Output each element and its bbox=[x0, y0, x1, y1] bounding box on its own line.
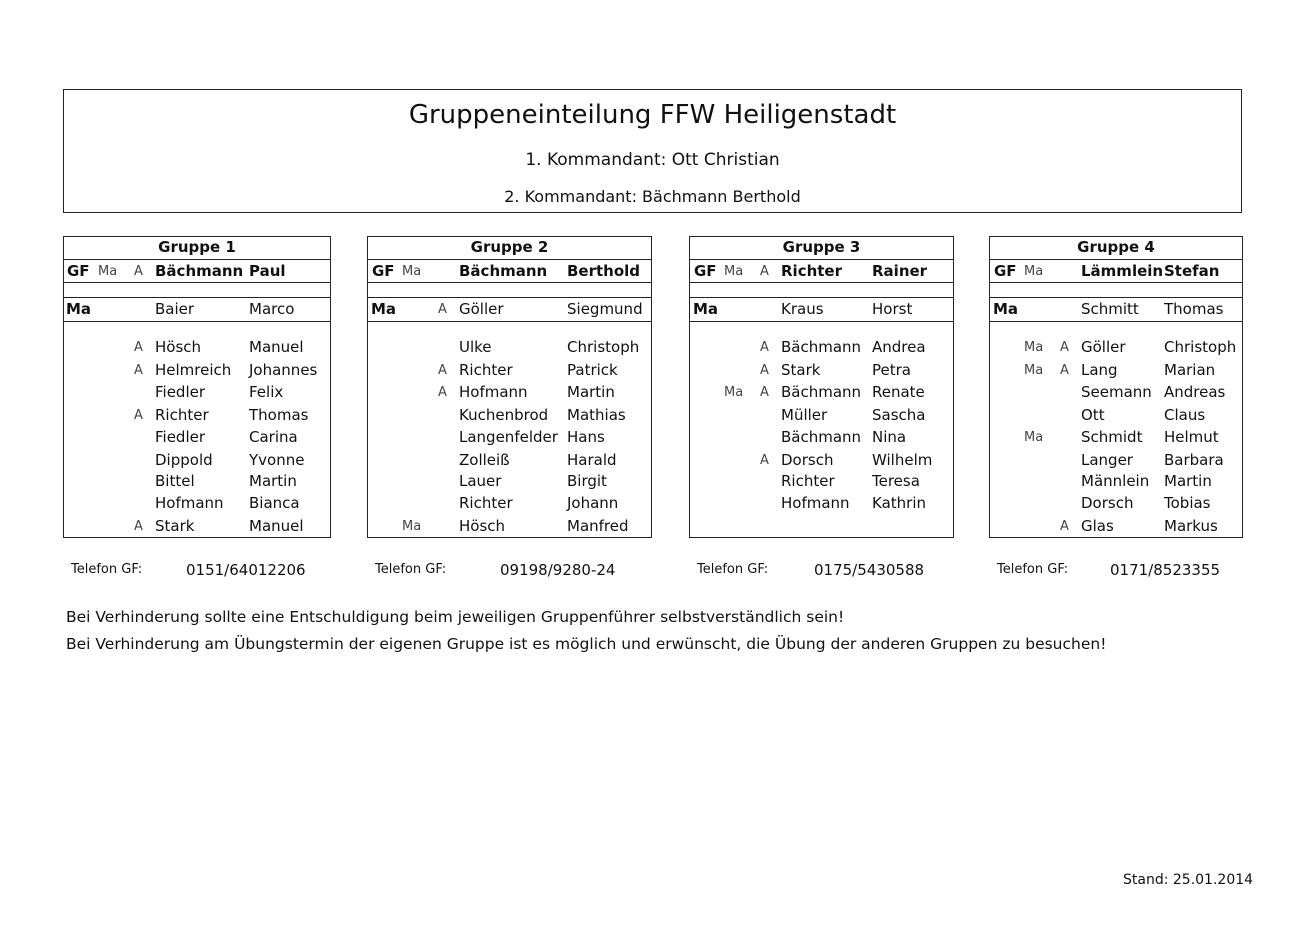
member-first-name: Harald bbox=[567, 451, 617, 469]
table-divider bbox=[64, 321, 330, 322]
member-last-name: Dorsch bbox=[1081, 494, 1134, 512]
member-first-name: Helmut bbox=[1164, 428, 1219, 446]
member-a: A bbox=[134, 340, 143, 355]
member-last-name: Hösch bbox=[155, 338, 202, 356]
group-1-table bbox=[63, 236, 331, 538]
member-last-name: Zolleiß bbox=[459, 451, 510, 469]
kommandant-1: 1. Kommandant: Ott Christian bbox=[525, 150, 780, 170]
member-last-name: Ott bbox=[1081, 406, 1105, 424]
phone-label: Telefon GF: bbox=[71, 562, 143, 577]
member-last-name: Göller bbox=[1081, 338, 1126, 356]
gf-role: GF bbox=[67, 262, 90, 280]
table-divider bbox=[368, 259, 651, 260]
member-last-name: Glas bbox=[1081, 517, 1114, 535]
member-first-name: Hans bbox=[567, 428, 605, 446]
member-ma: Ma bbox=[1024, 340, 1044, 355]
member-a: A bbox=[1060, 340, 1069, 355]
phone-number: 09198/9280-24 bbox=[500, 561, 616, 579]
member-ma: Ma bbox=[402, 519, 422, 534]
member-last-name: Schmidt bbox=[1081, 428, 1143, 446]
phone-label: Telefon GF: bbox=[697, 562, 769, 577]
stand-date: Stand: 25.01.2014 bbox=[1123, 872, 1254, 888]
member-last-name: Ulke bbox=[459, 338, 492, 356]
member-first-name: Andrea bbox=[872, 338, 926, 356]
member-first-name: Johann bbox=[567, 494, 619, 512]
deputy-first-name: Thomas bbox=[1164, 300, 1224, 318]
phone-label: Telefon GF: bbox=[997, 562, 1069, 577]
deputy-first-name: Horst bbox=[872, 300, 913, 318]
member-last-name: Lang bbox=[1081, 361, 1118, 379]
header-box bbox=[63, 89, 1242, 213]
table-divider bbox=[368, 282, 651, 283]
member-last-name: Seemann bbox=[1081, 383, 1152, 401]
member-ma: Ma bbox=[1024, 363, 1044, 378]
member-first-name: Markus bbox=[1164, 517, 1218, 535]
deputy-first-name: Siegmund bbox=[567, 300, 643, 318]
member-last-name: Müller bbox=[781, 406, 828, 424]
member-last-name: Stark bbox=[155, 517, 195, 535]
gf-ma: Ma bbox=[1024, 264, 1044, 279]
gf-last-name: Lämmlein bbox=[1081, 262, 1164, 280]
member-last-name: Richter bbox=[155, 406, 209, 424]
table-divider bbox=[690, 321, 953, 322]
gf-role: GF bbox=[372, 262, 395, 280]
member-first-name: Manuel bbox=[249, 338, 304, 356]
group-2-table bbox=[367, 236, 652, 538]
gf-ma: Ma bbox=[98, 264, 118, 279]
table-divider bbox=[368, 321, 651, 322]
member-first-name: Patrick bbox=[567, 361, 618, 379]
member-a: A bbox=[760, 385, 769, 400]
member-first-name: Martin bbox=[567, 383, 615, 401]
member-first-name: Yvonne bbox=[249, 451, 305, 469]
phone-number: 0151/64012206 bbox=[186, 561, 306, 579]
gf-first-name: Rainer bbox=[872, 262, 928, 280]
member-first-name: Johannes bbox=[249, 361, 318, 379]
member-last-name: Richter bbox=[459, 361, 513, 379]
table-divider bbox=[690, 282, 953, 283]
member-last-name: Hofmann bbox=[155, 494, 224, 512]
table-divider bbox=[990, 321, 1242, 322]
group-title: Gruppe 1 bbox=[158, 238, 236, 256]
member-first-name: Tobias bbox=[1164, 494, 1211, 512]
member-first-name: Marian bbox=[1164, 361, 1216, 379]
member-last-name: Fiedler bbox=[155, 383, 206, 401]
table-divider bbox=[990, 297, 1242, 298]
member-ma: Ma bbox=[1024, 430, 1044, 445]
member-first-name: Manfred bbox=[567, 517, 629, 535]
deputy-last-name: Kraus bbox=[781, 300, 824, 318]
member-last-name: Langenfelder bbox=[459, 428, 558, 446]
member-last-name: Hofmann bbox=[781, 494, 850, 512]
kommandant-2: 2. Kommandant: Bächmann Berthold bbox=[504, 187, 801, 206]
group-3-table bbox=[689, 236, 954, 538]
gf-last-name: Richter bbox=[781, 262, 843, 280]
member-first-name: Kathrin bbox=[872, 494, 926, 512]
group-title: Gruppe 2 bbox=[470, 238, 549, 256]
deputy-a: A bbox=[438, 302, 447, 317]
member-last-name: Kuchenbrod bbox=[459, 406, 549, 424]
member-first-name: Mathias bbox=[567, 406, 626, 424]
gf-first-name: Stefan bbox=[1164, 262, 1220, 280]
member-ma: Ma bbox=[724, 385, 744, 400]
member-a: A bbox=[134, 408, 143, 423]
page-title: Gruppeneinteilung FFW Heiligenstadt bbox=[408, 100, 897, 130]
member-a: A bbox=[1060, 519, 1069, 534]
deputy-last-name: Schmitt bbox=[1081, 300, 1139, 318]
member-first-name: Thomas bbox=[249, 406, 309, 424]
table-divider bbox=[64, 259, 330, 260]
member-first-name: Felix bbox=[249, 383, 284, 401]
member-first-name: Manuel bbox=[249, 517, 304, 535]
deputy-role: Ma bbox=[993, 300, 1019, 318]
gf-last-name: Bächmann bbox=[155, 262, 244, 280]
member-last-name: Fiedler bbox=[155, 428, 206, 446]
member-first-name: Wilhelm bbox=[872, 451, 933, 469]
gf-ma: Ma bbox=[402, 264, 422, 279]
member-last-name: Hösch bbox=[459, 517, 506, 535]
member-first-name: Bianca bbox=[249, 494, 300, 512]
member-first-name: Birgit bbox=[567, 472, 607, 490]
gf-role: GF bbox=[694, 262, 717, 280]
member-first-name: Carina bbox=[249, 428, 298, 446]
member-first-name: Teresa bbox=[872, 472, 920, 490]
gf-first-name: Paul bbox=[249, 262, 286, 280]
member-last-name: Lauer bbox=[459, 472, 502, 490]
gf-role: GF bbox=[994, 262, 1017, 280]
deputy-role: Ma bbox=[371, 300, 397, 318]
gf-last-name: Bächmann bbox=[459, 262, 548, 280]
member-a: A bbox=[1060, 363, 1069, 378]
note-line-1: Bei Verhinderung sollte eine Entschuldigung beim jeweiligen Gruppenführer selbstverständlich sein! bbox=[66, 608, 845, 626]
phone-label: Telefon GF: bbox=[375, 562, 447, 577]
deputy-role: Ma bbox=[693, 300, 719, 318]
member-first-name: Andreas bbox=[1164, 383, 1226, 401]
member-last-name: Richter bbox=[459, 494, 513, 512]
table-divider bbox=[368, 297, 651, 298]
group-title: Gruppe 4 bbox=[1077, 238, 1155, 256]
member-last-name: Stark bbox=[781, 361, 821, 379]
member-a: A bbox=[134, 519, 143, 534]
phone-number: 0171/8523355 bbox=[1110, 561, 1221, 579]
deputy-role: Ma bbox=[66, 300, 92, 318]
member-first-name: Nina bbox=[872, 428, 907, 446]
table-divider bbox=[990, 282, 1242, 283]
group-title: Gruppe 3 bbox=[782, 238, 861, 256]
member-last-name: Hofmann bbox=[459, 383, 528, 401]
gf-ma: Ma bbox=[724, 264, 744, 279]
table-divider bbox=[64, 297, 330, 298]
deputy-first-name: Marco bbox=[249, 300, 295, 318]
member-first-name: Christoph bbox=[567, 338, 640, 356]
table-divider bbox=[990, 259, 1242, 260]
member-first-name: Barbara bbox=[1164, 451, 1224, 469]
member-a: A bbox=[760, 340, 769, 355]
member-last-name: Bittel bbox=[155, 472, 195, 490]
member-last-name: Männlein bbox=[1081, 472, 1150, 490]
deputy-last-name: Baier bbox=[155, 300, 195, 318]
member-first-name: Claus bbox=[1164, 406, 1206, 424]
member-last-name: Dippold bbox=[155, 451, 213, 469]
member-first-name: Petra bbox=[872, 361, 911, 379]
member-first-name: Sascha bbox=[872, 406, 926, 424]
member-last-name: Bächmann bbox=[781, 383, 862, 401]
gf-a: A bbox=[760, 264, 769, 279]
member-a: A bbox=[438, 385, 447, 400]
phone-number: 0175/5430588 bbox=[814, 561, 925, 579]
member-last-name: Dorsch bbox=[781, 451, 834, 469]
member-last-name: Bächmann bbox=[781, 338, 862, 356]
gf-first-name: Berthold bbox=[567, 262, 641, 280]
member-last-name: Langer bbox=[1081, 451, 1133, 469]
member-a: A bbox=[134, 363, 143, 378]
member-a: A bbox=[760, 453, 769, 468]
deputy-last-name: Göller bbox=[459, 300, 504, 318]
member-last-name: Helmreich bbox=[155, 361, 232, 379]
member-last-name: Bächmann bbox=[781, 428, 862, 446]
member-first-name: Martin bbox=[1164, 472, 1212, 490]
member-a: A bbox=[760, 363, 769, 378]
table-divider bbox=[690, 297, 953, 298]
member-last-name: Richter bbox=[781, 472, 835, 490]
table-divider bbox=[690, 259, 953, 260]
member-first-name: Renate bbox=[872, 383, 925, 401]
member-a: A bbox=[438, 363, 447, 378]
table-divider bbox=[64, 282, 330, 283]
member-first-name: Martin bbox=[249, 472, 297, 490]
note-line-2: Bei Verhinderung am Übungstermin der eigenen Gruppe ist es möglich und erwünscht, die Übung der anderen Gruppen zu besuchen! bbox=[66, 635, 1107, 653]
gf-a: A bbox=[134, 264, 143, 279]
group-4-table bbox=[989, 236, 1243, 538]
member-first-name: Christoph bbox=[1164, 338, 1237, 356]
